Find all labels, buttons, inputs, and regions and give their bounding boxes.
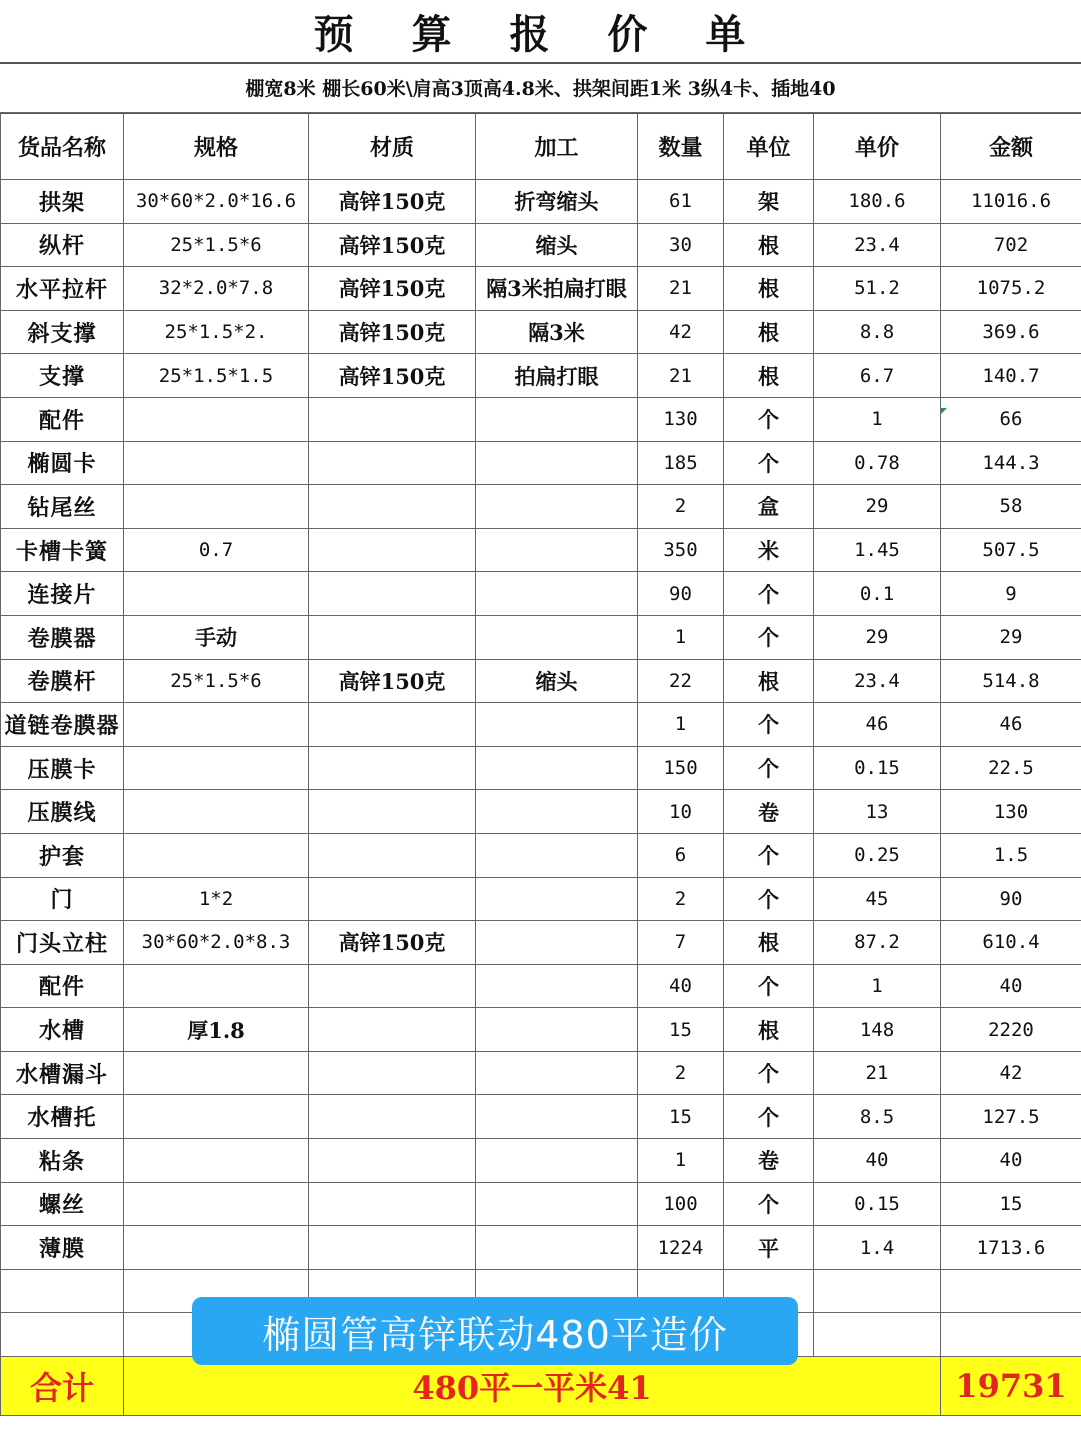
cell-spec: 手动 — [124, 615, 309, 659]
cell-item-name: 卡槽卡簧 — [1, 528, 124, 572]
table-row — [1, 790, 1081, 834]
video-caption-overlay: 椭圆管高锌联动480平造价 — [192, 1297, 798, 1365]
cell-process: 缩头 — [476, 223, 638, 267]
cell-unit-price: 29 — [814, 615, 941, 659]
cell-unit-price: 23.4 — [814, 659, 941, 703]
cell-item-name: 连接片 — [1, 572, 124, 616]
cell-amount: 1.5 — [941, 833, 1081, 877]
cell-quantity: 1224 — [638, 1226, 724, 1270]
table-row — [1, 267, 1081, 311]
cell-unit: 个 — [724, 615, 814, 659]
cell-item-name: 水槽 — [1, 1008, 124, 1052]
cell-unit-price: 0.15 — [814, 1182, 941, 1226]
cell-material — [309, 1008, 476, 1052]
cell-quantity: 30 — [638, 223, 724, 267]
cell-process — [476, 485, 638, 529]
cell-unit-price: 8.8 — [814, 310, 941, 354]
cell-unit-price: 1 — [814, 397, 941, 441]
cell-process — [476, 528, 638, 572]
cell-amount: 11016.6 — [941, 180, 1081, 224]
table-row — [1, 703, 1081, 747]
cell-process — [476, 1139, 638, 1183]
table-row — [1, 659, 1081, 703]
cell-unit-price: 0.78 — [814, 441, 941, 485]
cell-material — [309, 441, 476, 485]
cell-spec — [124, 790, 309, 834]
cell-unit-price: 87.2 — [814, 921, 941, 965]
cell-amount: 127.5 — [941, 1095, 1081, 1139]
cell-process — [476, 964, 638, 1008]
cell-spec: 厚1.8 — [124, 1008, 309, 1052]
cell-amount: 140.7 — [941, 354, 1081, 398]
cell-quantity: 42 — [638, 310, 724, 354]
cell-process — [476, 572, 638, 616]
cell-spec — [124, 964, 309, 1008]
cell-unit-price: 1 — [814, 964, 941, 1008]
cell-process — [476, 921, 638, 965]
quote-table — [0, 112, 1081, 1416]
cell-unit: 根 — [724, 1008, 814, 1052]
cell-unit-price: 0.15 — [814, 746, 941, 790]
col-header-unit: 单位 — [724, 113, 814, 180]
cell-quantity: 21 — [638, 267, 724, 311]
cell-item-name: 水槽托 — [1, 1095, 124, 1139]
cell-unit: 个 — [724, 441, 814, 485]
cell-spec: 25*1.5*6 — [124, 223, 309, 267]
cell-item-name: 门 — [1, 877, 124, 921]
cell-unit-price: 13 — [814, 790, 941, 834]
cell-item-name: 卷膜器 — [1, 615, 124, 659]
cell-unit-price: 1.45 — [814, 528, 941, 572]
cell-spec: 1*2 — [124, 877, 309, 921]
total-label: 合计 — [1, 1357, 124, 1416]
cell-unit-price — [814, 1313, 941, 1357]
table-row — [1, 1095, 1081, 1139]
cell-unit: 个 — [724, 703, 814, 747]
cell-material — [309, 877, 476, 921]
total-amount: 19731 — [941, 1357, 1081, 1416]
table-row — [1, 1139, 1081, 1183]
table-row — [1, 572, 1081, 616]
table-row — [1, 397, 1081, 441]
cell-material — [309, 1182, 476, 1226]
cell-material: 高锌150克 — [309, 310, 476, 354]
cell-amount: 610.4 — [941, 921, 1081, 965]
cell-unit: 卷 — [724, 1139, 814, 1183]
cell-unit: 个 — [724, 1095, 814, 1139]
cell-material: 高锌150克 — [309, 354, 476, 398]
cell-item-name: 水槽漏斗 — [1, 1051, 124, 1095]
cell-spec: 30*60*2.0*8.3 — [124, 921, 309, 965]
cell-amount: 144.3 — [941, 441, 1081, 485]
cell-unit-price: 0.1 — [814, 572, 941, 616]
col-header-unit-price: 单价 — [814, 113, 941, 180]
cell-quantity: 1 — [638, 703, 724, 747]
cell-spec: 25*1.5*1.5 — [124, 354, 309, 398]
cell-quantity: 21 — [638, 354, 724, 398]
cell-spec — [124, 441, 309, 485]
cell-unit: 米 — [724, 528, 814, 572]
cell-unit: 个 — [724, 877, 814, 921]
cell-material — [309, 964, 476, 1008]
cell-item-name: 压膜线 — [1, 790, 124, 834]
table-row — [1, 354, 1081, 398]
cell-process — [476, 397, 638, 441]
cell-amount: 40 — [941, 964, 1081, 1008]
cell-unit: 根 — [724, 223, 814, 267]
cell-amount: 90 — [941, 877, 1081, 921]
cell-amount: 1713.6 — [941, 1226, 1081, 1270]
table-row — [1, 615, 1081, 659]
cell-item-name: 门头立柱 — [1, 921, 124, 965]
cell-amount: 66 — [941, 397, 1081, 441]
cell-material — [309, 1095, 476, 1139]
cell-item-name: 螺丝 — [1, 1182, 124, 1226]
cell-material — [309, 1051, 476, 1095]
cell-unit-price: 0.25 — [814, 833, 941, 877]
cell-quantity: 2 — [638, 877, 724, 921]
cell-unit: 平 — [724, 1226, 814, 1270]
table-row — [1, 1008, 1081, 1052]
table-row — [1, 310, 1081, 354]
cell-process — [476, 1008, 638, 1052]
cell-material — [309, 485, 476, 529]
cell-quantity: 6 — [638, 833, 724, 877]
cell-quantity: 1 — [638, 615, 724, 659]
cell-item-name: 支撑 — [1, 354, 124, 398]
table-row — [1, 1051, 1081, 1095]
cell-quantity: 40 — [638, 964, 724, 1008]
cell-amount: 42 — [941, 1051, 1081, 1095]
cell-material: 高锌150克 — [309, 180, 476, 224]
cell-process — [476, 615, 638, 659]
cell-process — [476, 1095, 638, 1139]
cell-process: 缩头 — [476, 659, 638, 703]
table-row — [1, 180, 1081, 224]
col-header-name: 货品名称 — [1, 113, 124, 180]
cell-quantity: 22 — [638, 659, 724, 703]
cell-material — [309, 1226, 476, 1270]
cell-item-name: 压膜卡 — [1, 746, 124, 790]
cell-item-name: 椭圆卡 — [1, 441, 124, 485]
cell-unit: 根 — [724, 921, 814, 965]
cell-spec — [124, 397, 309, 441]
cell-amount: 46 — [941, 703, 1081, 747]
cell-spec — [124, 485, 309, 529]
cell-process — [476, 833, 638, 877]
cell-material — [309, 572, 476, 616]
cell-spec: 25*1.5*6 — [124, 659, 309, 703]
table-body — [1, 180, 1081, 1357]
cell-quantity: 10 — [638, 790, 724, 834]
col-header-amount: 金额 — [941, 113, 1081, 180]
cell-amount: 15 — [941, 1182, 1081, 1226]
cell-amount: 1075.2 — [941, 267, 1081, 311]
cell-amount: 40 — [941, 1139, 1081, 1183]
cell-process — [476, 877, 638, 921]
cell-unit-price: 180.6 — [814, 180, 941, 224]
cell-unit: 根 — [724, 659, 814, 703]
cell-quantity: 2 — [638, 485, 724, 529]
cell-material — [309, 790, 476, 834]
cell-unit: 个 — [724, 746, 814, 790]
cell-amount — [941, 1269, 1081, 1313]
cell-unit-price: 46 — [814, 703, 941, 747]
cell-unit: 个 — [724, 833, 814, 877]
table-row — [1, 964, 1081, 1008]
cell-item-name: 薄膜 — [1, 1226, 124, 1270]
cell-quantity: 61 — [638, 180, 724, 224]
table-row — [1, 921, 1081, 965]
cell-amount: 58 — [941, 485, 1081, 529]
cell-quantity: 15 — [638, 1008, 724, 1052]
cell-unit: 卷 — [724, 790, 814, 834]
cell-spec — [124, 1182, 309, 1226]
cell-material — [309, 528, 476, 572]
cell-amount: 702 — [941, 223, 1081, 267]
cell-item-name: 护套 — [1, 833, 124, 877]
cell-item-name: 道链卷膜器 — [1, 703, 124, 747]
cell-process: 折弯缩头 — [476, 180, 638, 224]
cell-unit-price: 148 — [814, 1008, 941, 1052]
cell-process — [476, 1051, 638, 1095]
col-header-spec: 规格 — [124, 113, 309, 180]
cell-spec — [124, 1226, 309, 1270]
cell-unit-price — [814, 1269, 941, 1313]
cell-unit: 个 — [724, 964, 814, 1008]
cell-spec: 30*60*2.0*16.6 — [124, 180, 309, 224]
cell-spec — [124, 746, 309, 790]
cell-item-name — [1, 1269, 124, 1313]
cell-spec — [124, 1095, 309, 1139]
cell-unit-price: 40 — [814, 1139, 941, 1183]
cell-amount: 22.5 — [941, 746, 1081, 790]
table-row — [1, 746, 1081, 790]
cell-amount: 29 — [941, 615, 1081, 659]
cell-unit-price: 51.2 — [814, 267, 941, 311]
cell-process — [476, 790, 638, 834]
cell-unit: 个 — [724, 1051, 814, 1095]
table-row — [1, 833, 1081, 877]
cell-unit: 根 — [724, 354, 814, 398]
col-header-process: 加工 — [476, 113, 638, 180]
sheet-subtitle: 棚宽8米 棚长60米\肩高3顶高4.8米、拱架间距1米 3纵4卡、插地40 — [0, 62, 1081, 114]
cell-process — [476, 746, 638, 790]
cell-material — [309, 703, 476, 747]
cell-item-name: 斜支撑 — [1, 310, 124, 354]
cell-amount: 514.8 — [941, 659, 1081, 703]
total-note: 480平一平米41 — [124, 1357, 941, 1416]
cell-spec: 0.7 — [124, 528, 309, 572]
cell-quantity: 100 — [638, 1182, 724, 1226]
cell-item-name: 水平拉杆 — [1, 267, 124, 311]
table-row — [1, 441, 1081, 485]
cell-amount: 507.5 — [941, 528, 1081, 572]
table-row — [1, 1226, 1081, 1270]
cell-quantity: 2 — [638, 1051, 724, 1095]
cell-amount: 9 — [941, 572, 1081, 616]
table-row — [1, 877, 1081, 921]
cell-unit-price: 45 — [814, 877, 941, 921]
cell-quantity: 350 — [638, 528, 724, 572]
cell-spec — [124, 833, 309, 877]
cell-process — [476, 1182, 638, 1226]
cell-item-name: 钻尾丝 — [1, 485, 124, 529]
cell-process — [476, 703, 638, 747]
cell-unit: 盒 — [724, 485, 814, 529]
cell-process — [476, 1226, 638, 1270]
cell-unit: 架 — [724, 180, 814, 224]
table-row — [1, 528, 1081, 572]
cell-material: 高锌150克 — [309, 921, 476, 965]
cell-unit: 根 — [724, 267, 814, 311]
cell-unit-price: 6.7 — [814, 354, 941, 398]
table-row — [1, 1182, 1081, 1226]
cell-process: 隔3米拍扁打眼 — [476, 267, 638, 311]
header-row — [1, 113, 1081, 180]
cell-process: 隔3米 — [476, 310, 638, 354]
cell-quantity: 90 — [638, 572, 724, 616]
cell-amount — [941, 1313, 1081, 1357]
col-header-material: 材质 — [309, 113, 476, 180]
cell-unit: 个 — [724, 1182, 814, 1226]
cell-amount: 2220 — [941, 1008, 1081, 1052]
cell-material: 高锌150克 — [309, 223, 476, 267]
cell-spec — [124, 1051, 309, 1095]
cell-item-name: 纵杆 — [1, 223, 124, 267]
cell-process: 拍扁打眼 — [476, 354, 638, 398]
cell-item-name — [1, 1313, 124, 1357]
cell-material — [309, 1139, 476, 1183]
cell-quantity: 150 — [638, 746, 724, 790]
cell-item-name: 卷膜杆 — [1, 659, 124, 703]
col-header-quantity: 数量 — [638, 113, 724, 180]
cell-unit: 个 — [724, 572, 814, 616]
cell-unit-price: 23.4 — [814, 223, 941, 267]
cell-spec: 32*2.0*7.8 — [124, 267, 309, 311]
cell-spec — [124, 703, 309, 747]
cell-material — [309, 397, 476, 441]
cell-spec: 25*1.5*2. — [124, 310, 309, 354]
cell-unit-price: 21 — [814, 1051, 941, 1095]
cell-spec — [124, 1139, 309, 1183]
total-row — [1, 1357, 1081, 1416]
cell-item-name: 粘条 — [1, 1139, 124, 1183]
cell-unit: 根 — [724, 310, 814, 354]
cell-comment-marker — [941, 408, 947, 414]
cell-material — [309, 615, 476, 659]
table-row — [1, 223, 1081, 267]
cell-unit-price: 8.5 — [814, 1095, 941, 1139]
cell-item-name: 配件 — [1, 397, 124, 441]
cell-process — [476, 441, 638, 485]
cell-spec — [124, 572, 309, 616]
cell-quantity: 1 — [638, 1139, 724, 1183]
cell-amount: 369.6 — [941, 310, 1081, 354]
sheet-title: 预 算 报 价 单 — [0, 0, 1081, 64]
cell-material — [309, 746, 476, 790]
cell-quantity: 7 — [638, 921, 724, 965]
cell-item-name: 拱架 — [1, 180, 124, 224]
cell-unit-price: 1.4 — [814, 1226, 941, 1270]
cell-material: 高锌150克 — [309, 267, 476, 311]
cell-unit: 个 — [724, 397, 814, 441]
cell-unit-price: 29 — [814, 485, 941, 529]
cell-quantity: 185 — [638, 441, 724, 485]
cell-material: 高锌150克 — [309, 659, 476, 703]
table-row — [1, 485, 1081, 529]
cell-quantity: 130 — [638, 397, 724, 441]
cell-amount: 130 — [941, 790, 1081, 834]
cell-quantity: 15 — [638, 1095, 724, 1139]
cell-material — [309, 833, 476, 877]
cell-item-name: 配件 — [1, 964, 124, 1008]
